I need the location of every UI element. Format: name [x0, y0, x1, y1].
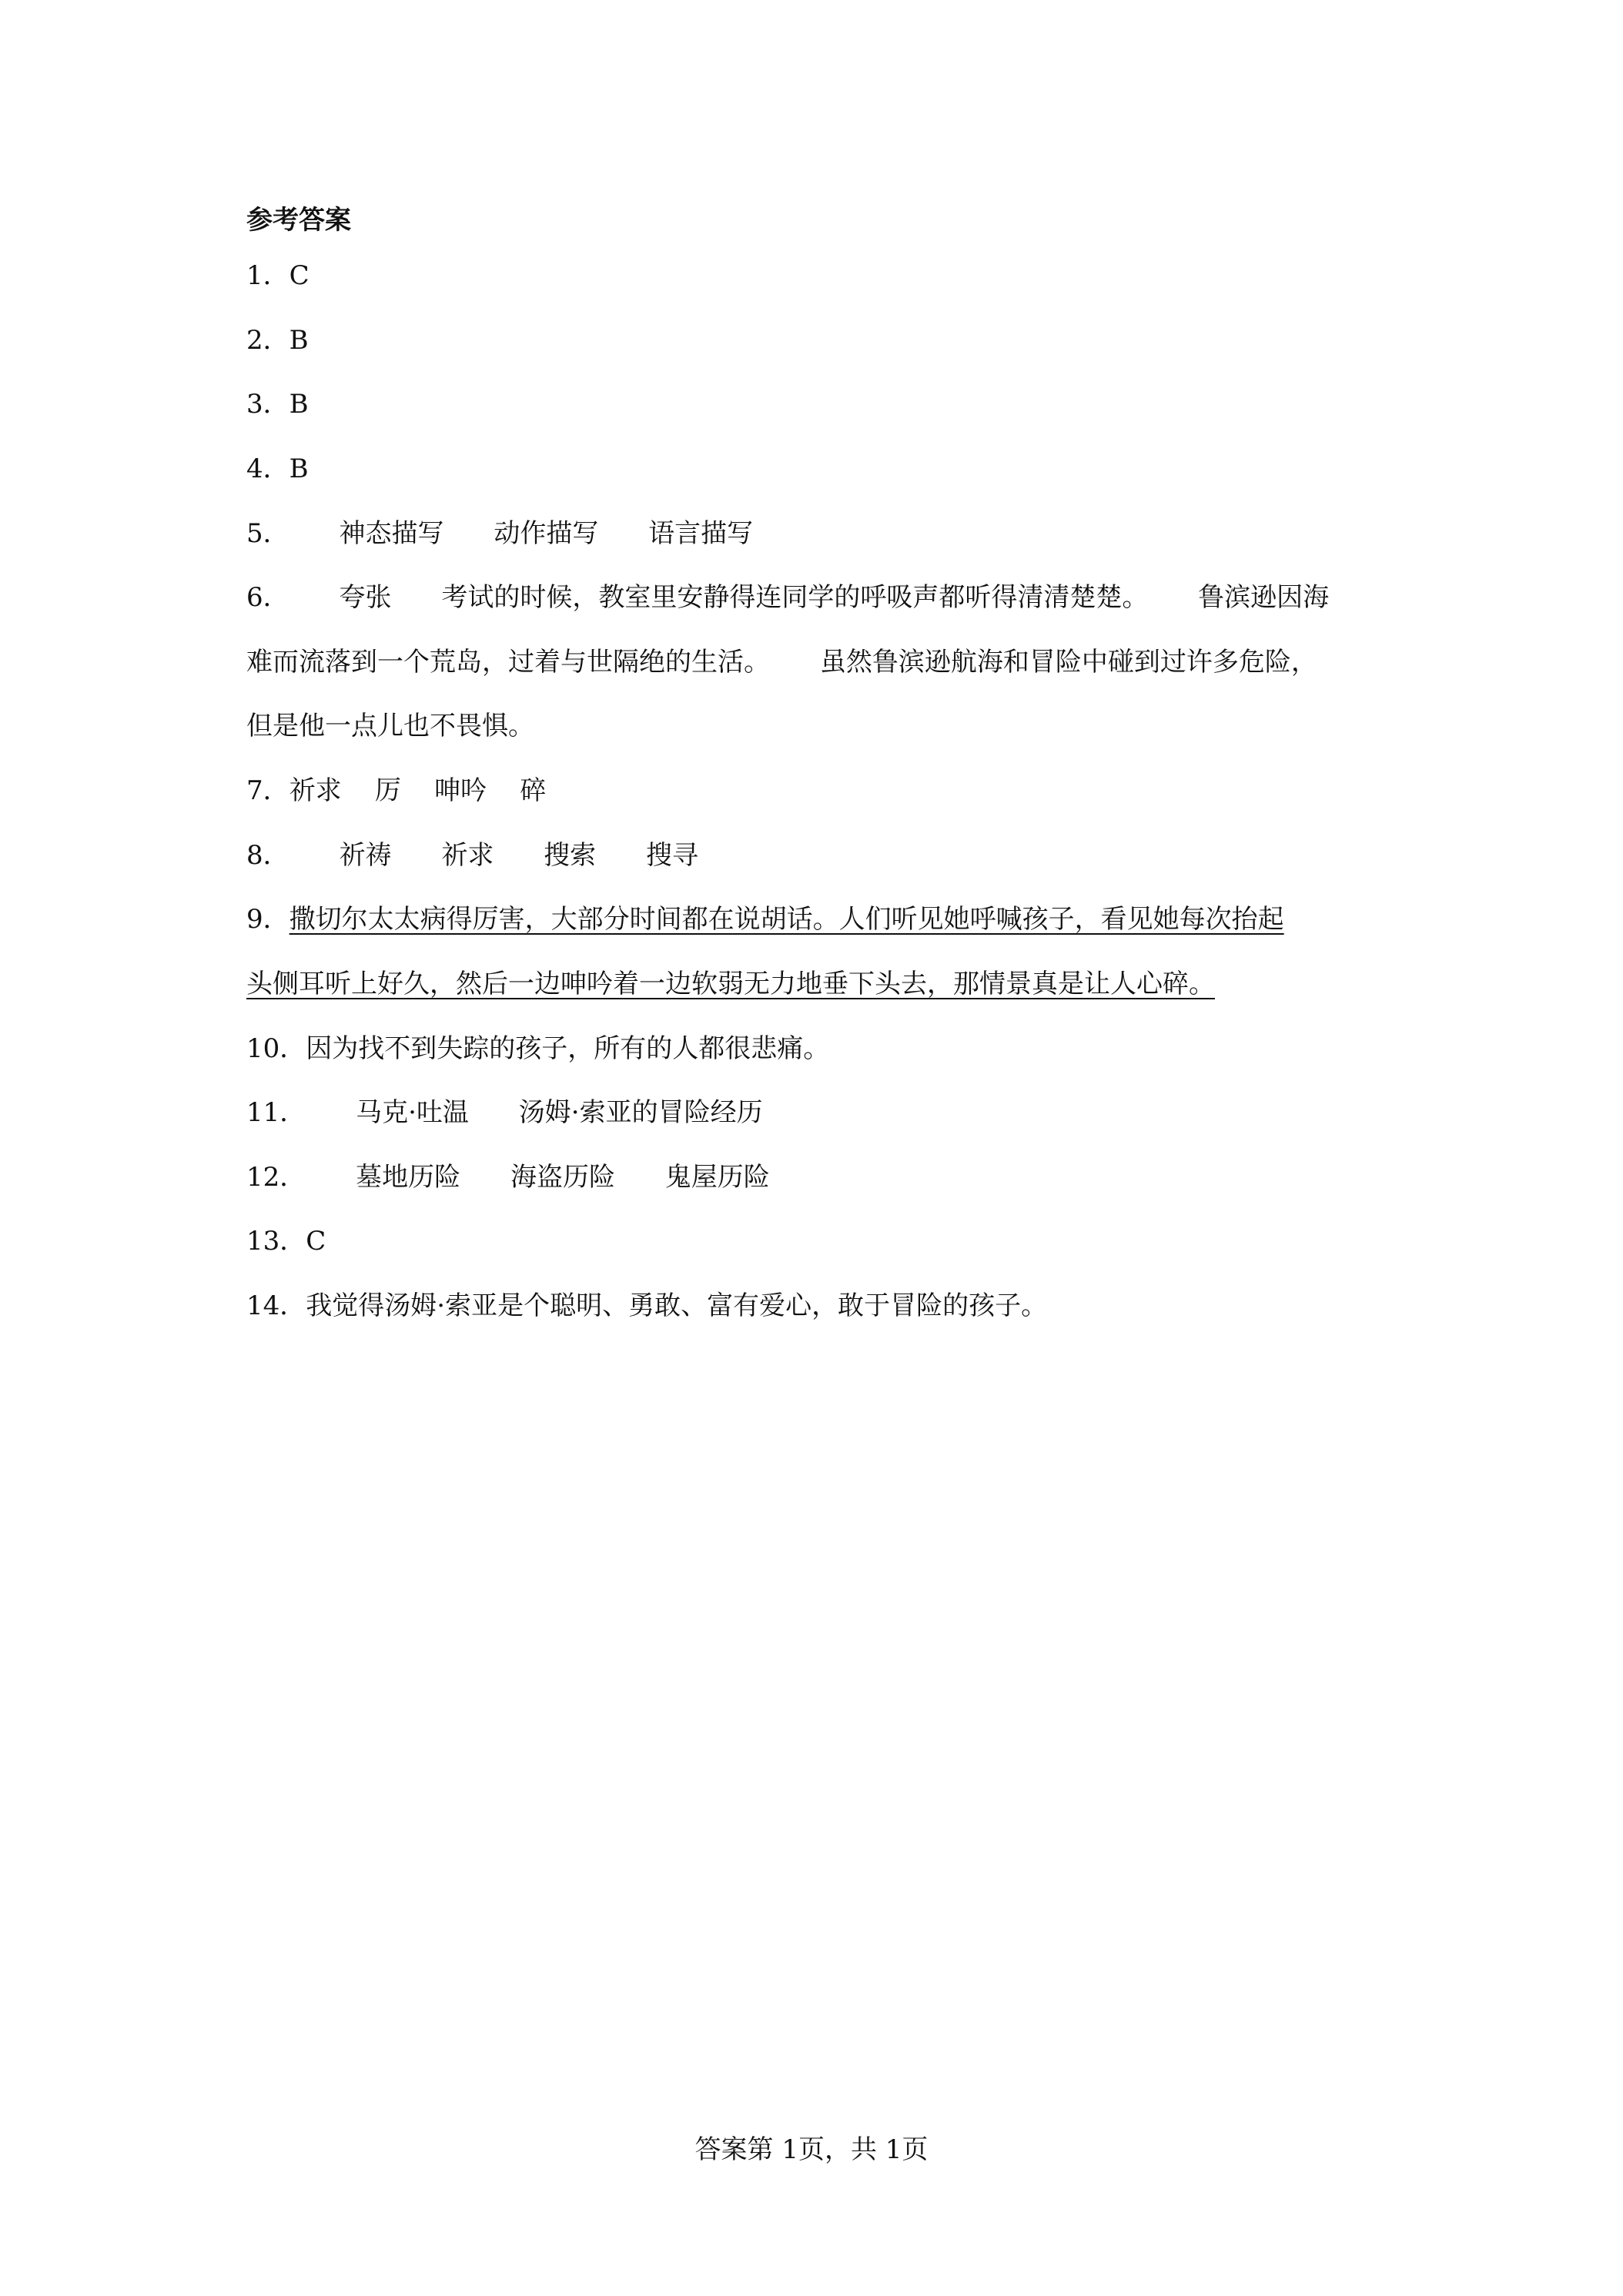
answer-4: 4．B — [246, 454, 309, 484]
answer-14: 14．我觉得汤姆·索亚是个聪明、勇敢、富有爱心，敢于冒险的孩子。 — [246, 1290, 1048, 1321]
answer-11: 11． 马克·吐温 汤姆·索亚的冒险经历 — [246, 1097, 763, 1128]
answer-6-line-2: 难而流落到一个荒岛，过着与世隔绝的生活。 虽然鲁滨逊航海和冒险中碰到过许多危险， — [246, 647, 1317, 678]
answer-9-underlined-text-cont: 头侧耳听上好久，然后一边呻吟着一边软弱无力地垂下头去，那情景真是让人心碎。 — [246, 969, 1215, 999]
answer-9-line-1 — [246, 902, 1284, 936]
answer-2: 2．B — [246, 325, 309, 356]
answer-9-underlined-text: 撒切尔太太病得厉害，大部分时间都在说胡话。人们听见她呼喊孩子，看见她每次抬起 — [289, 904, 1284, 935]
answer-3: 3．B — [246, 389, 309, 420]
page-title: 参考答案 — [246, 205, 351, 236]
answer-6-line-1: 6． 夸张 考试的时候，教室里安静得连同学的呼吸声都听得清清楚楚。 鲁滨逊因海 — [246, 582, 1330, 613]
answer-6-line-3: 但是他一点儿也不畏惧。 — [246, 711, 534, 741]
answer-8: 8． 祈祷 祈求 搜索 搜寻 — [246, 840, 699, 871]
page-footer: 答案第 1页，共 1页 — [694, 2134, 929, 2165]
answer-12: 12． 墓地历险 海盗历险 鬼屋历险 — [246, 1162, 770, 1193]
answer-1: 1．C — [246, 260, 310, 291]
answer-9-line-2 — [246, 967, 1215, 1001]
answer-13: 13．C — [246, 1226, 326, 1257]
answer-7: 7．祈求 厉 呻吟 碎 — [246, 775, 547, 806]
answer-9-number: 9． — [246, 904, 289, 935]
answer-5: 5． 神态描写 动作描写 语言描写 — [246, 518, 754, 549]
answer-10: 10．因为找不到失踪的孩子，所有的人都很悲痛。 — [246, 1033, 830, 1064]
